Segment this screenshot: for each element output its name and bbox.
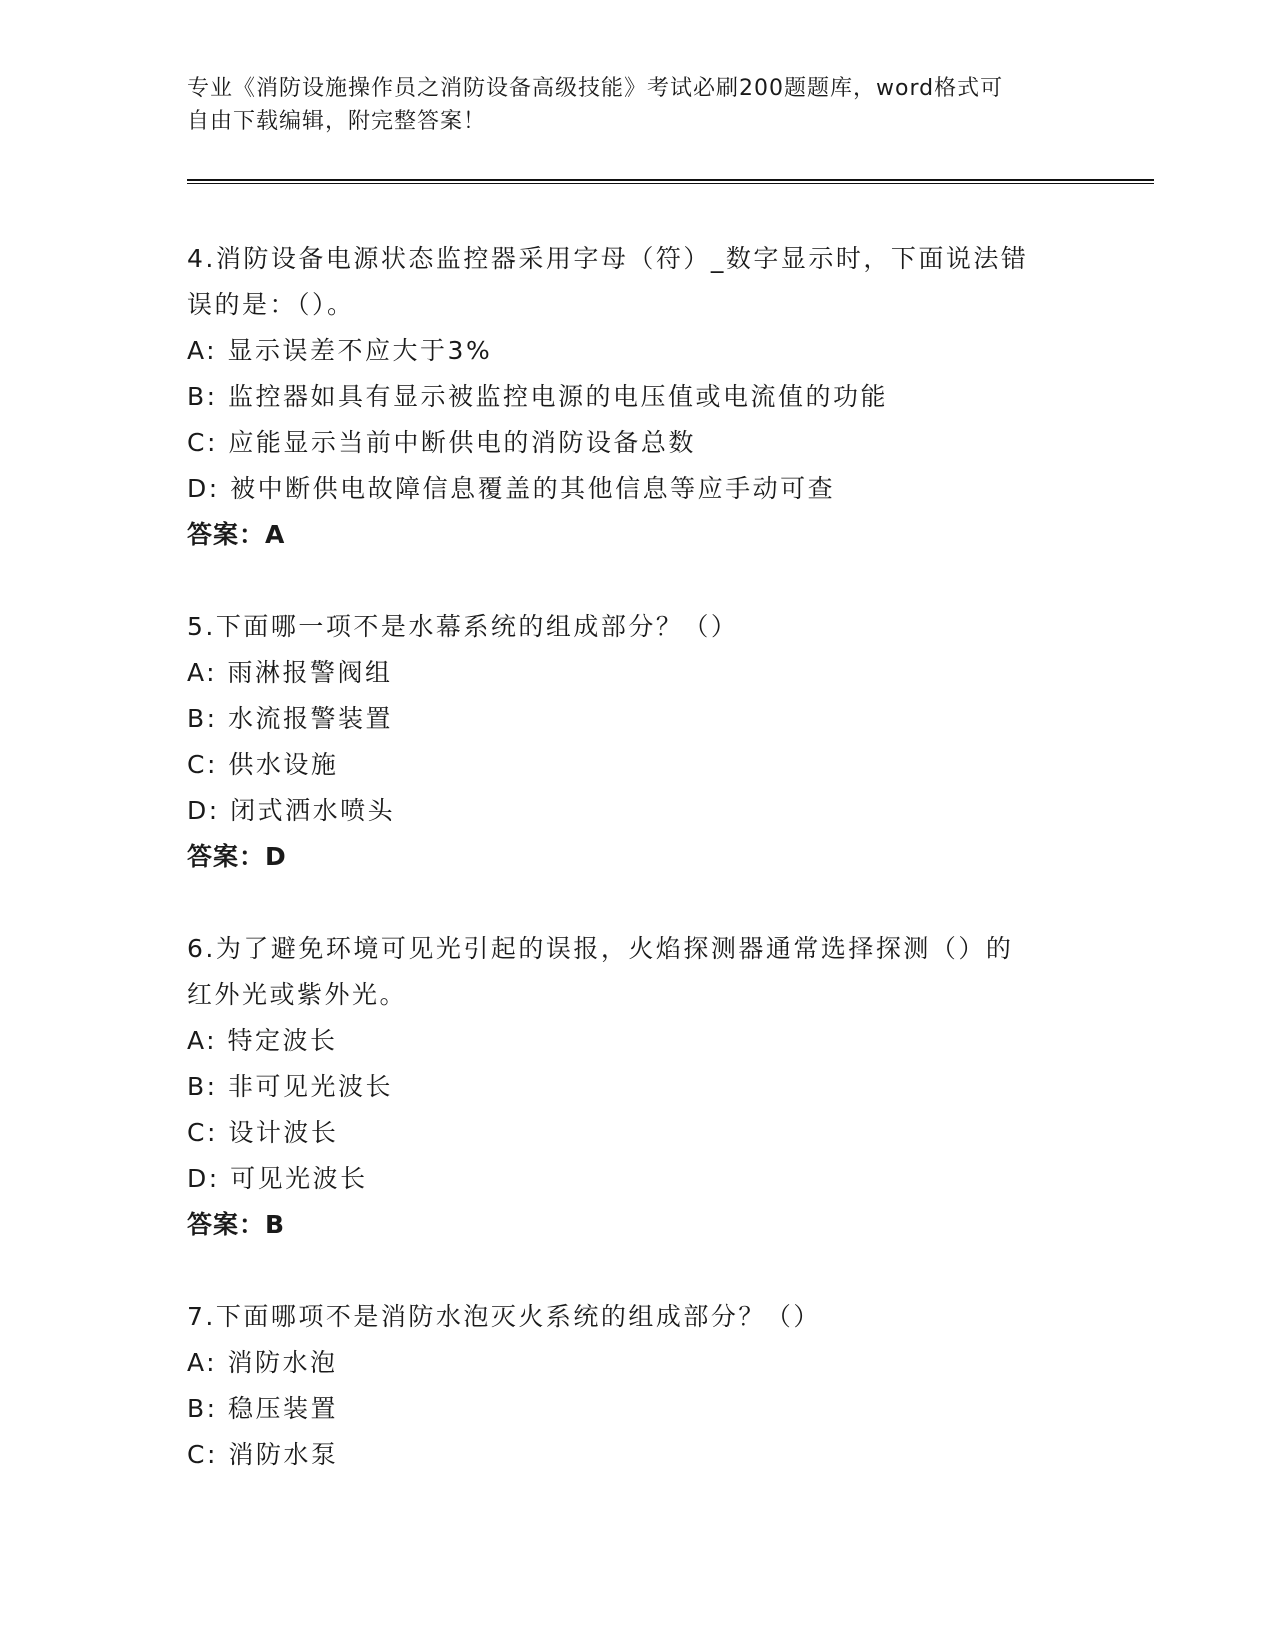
answer-line: 答案：B: [187, 1210, 286, 1239]
header-divider: [187, 179, 1154, 181]
document-header: [187, 72, 1067, 138]
option-c: C: 设计波长: [187, 1118, 339, 1147]
question-stem: 4.消防设备电源状态监控器采用字母（符）_数字显示时，下面说法错 误的是：（）。: [187, 244, 1029, 319]
option-d: D: 被中断供电故障信息覆盖的其他信息等应手动可查: [187, 474, 836, 503]
header-divider-thin: [187, 183, 1154, 184]
option-c: C: 消防水泵: [187, 1440, 339, 1469]
option-b: B: 监控器如具有显示被监控电源的电压值或电流值的功能: [187, 382, 889, 411]
option-a: A: 显示误差不应大于3%: [187, 336, 493, 365]
header-line-1: 专业《消防设施操作员之消防设备高级技能》考试必刷200题题库，word格式可: [187, 76, 1004, 101]
question-item: [187, 236, 1087, 558]
option-d: D: 可见光波长: [187, 1164, 368, 1193]
question-item: [187, 926, 1087, 1248]
question-stem: 7.下面哪项不是消防水泡灭火系统的组成部分？（）: [187, 1302, 821, 1331]
option-a: A: 消防水泡: [187, 1348, 338, 1377]
answer-line: 答案：D: [187, 842, 287, 871]
question-item: [187, 1294, 1087, 1478]
header-line-2: 自由下载编辑，附完整答案！: [187, 109, 487, 134]
option-c: C: 应能显示当前中断供电的消防设备总数: [187, 428, 696, 457]
option-c: C: 供水设施: [187, 750, 339, 779]
option-a: A: 雨淋报警阀组: [187, 658, 393, 687]
option-b: B: 稳压装置: [187, 1394, 339, 1423]
question-item: [187, 604, 1087, 880]
answer-line: 答案：A: [187, 520, 286, 549]
question-list: [187, 236, 1087, 1478]
option-a: A: 特定波长: [187, 1026, 338, 1055]
option-b: B: 水流报警装置: [187, 704, 394, 733]
option-d: D: 闭式洒水喷头: [187, 796, 396, 825]
question-stem: 6.为了避免环境可见光引起的误报，火焰探测器通常选择探测（）的 红外光或紫外光。: [187, 934, 1014, 1009]
question-stem: 5.下面哪一项不是水幕系统的组成部分？（）: [187, 612, 739, 641]
option-b: B: 非可见光波长: [187, 1072, 394, 1101]
